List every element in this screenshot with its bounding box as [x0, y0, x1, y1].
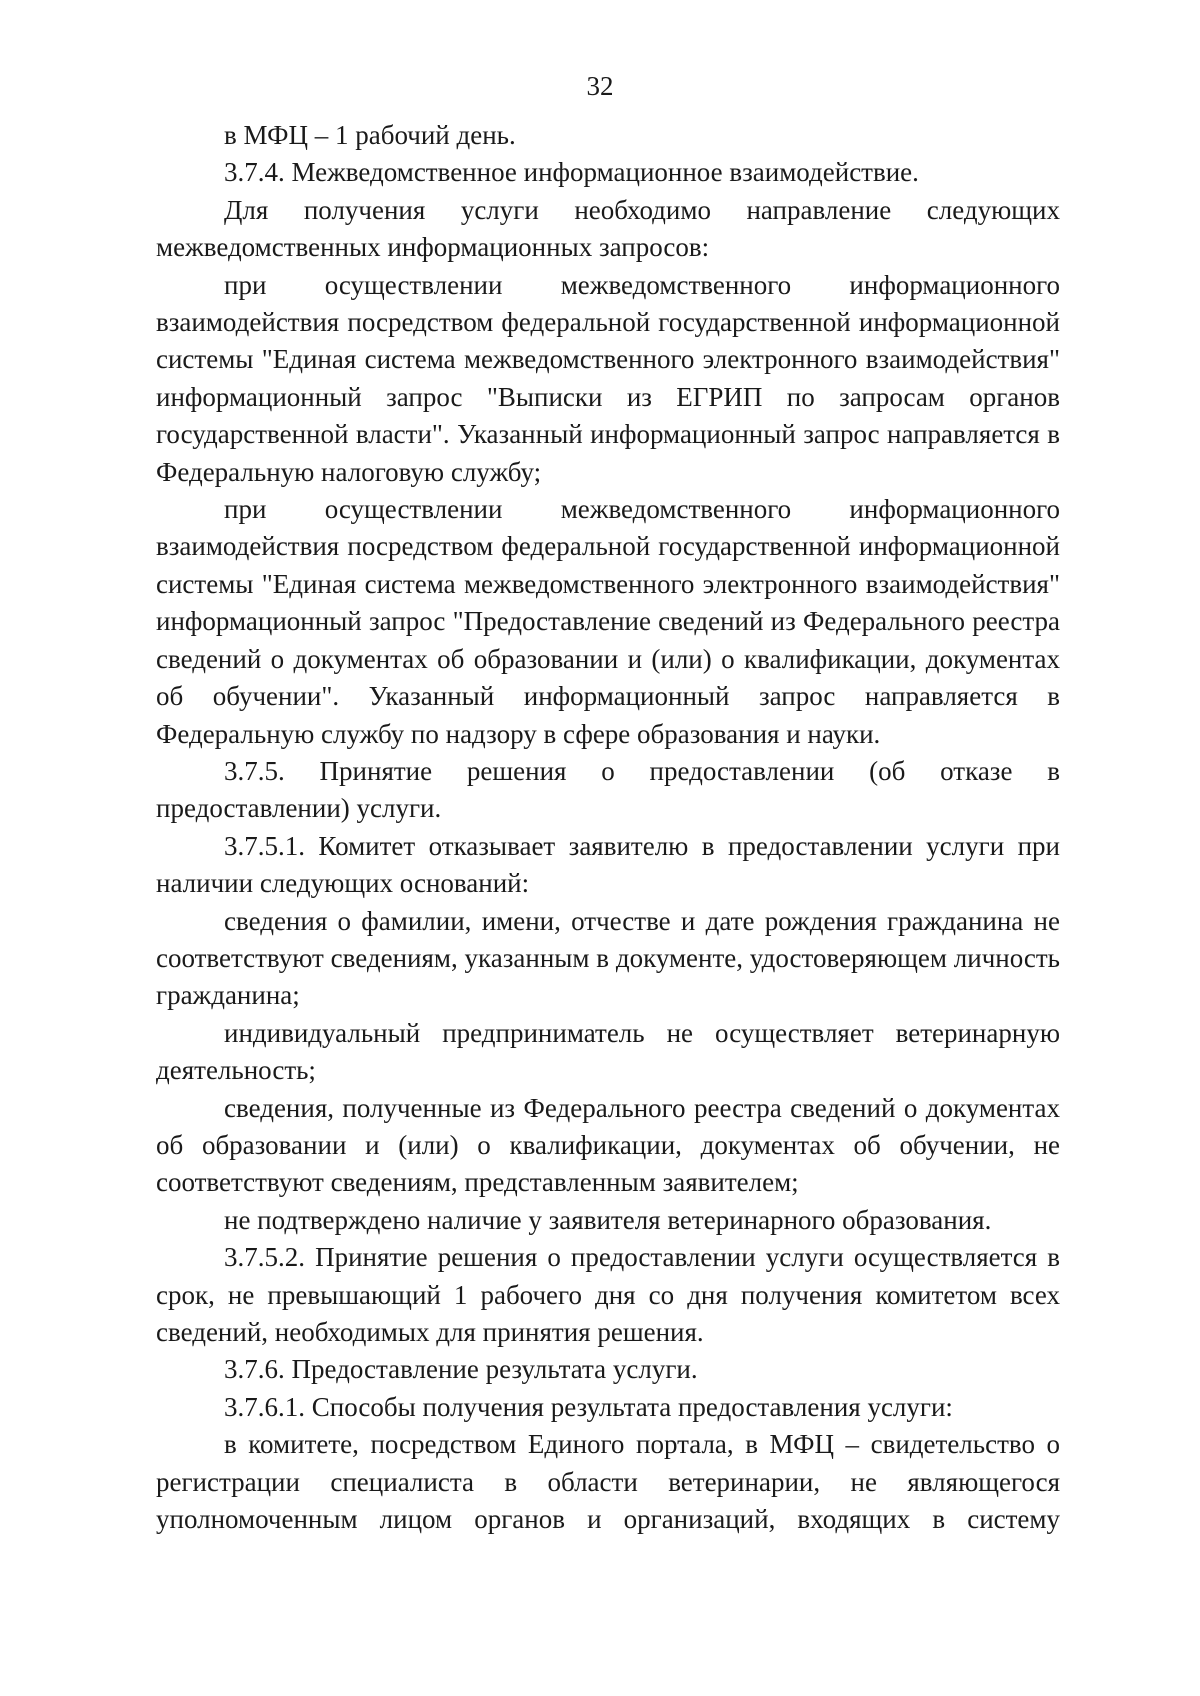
- paragraph-3-7-5-1-refusal: 3.7.5.1. Комитет отказывает заявителю в предоставлении услуги при наличии следующих оснований:: [156, 830, 1060, 899]
- paragraph-request-egrip: при осуществлении межведомственного информационного взаимодействия посредством федеральной государственной информационной системы "Единая система межведомственного электронного взаимодействия" информационный запрос "Выписки из ЕГРИП по запросам органов государственной власти". Указанный информационный запрос направляется в Федеральную налоговую службу;: [156, 269, 1060, 487]
- paragraph-request-education-registry: при осуществлении межведомственного информационного взаимодействия посредством федеральной государственной информационной системы "Единая система межведомственного электронного взаимодействия" информационный запрос "Предоставление сведений из Федерального реестра сведений о документах об образовании и (или) о квалификации, документах об обучении". Указанный информационный запрос направляется в Федеральную службу по надзору в сфере образования и науки.: [156, 494, 1060, 749]
- paragraph-3-7-6-1-methods: 3.7.6.1. Способы получения результата предоставления услуги:: [224, 1391, 953, 1422]
- page-number: 32: [586, 71, 614, 101]
- paragraph-refusal-ground-activity: индивидуальный предприниматель не осуществляет ветеринарную деятельность;: [156, 1017, 1060, 1086]
- document-body: [156, 117, 1060, 1538]
- paragraph-mfc-deadline: в МФЦ – 1 рабочий день.: [224, 120, 516, 150]
- paragraph-result-methods: в комитете, посредством Единого портала, в МФЦ – свидетельство о регистрации специалиста в области ветеринарии, не являющегося уполномоченным лицом органов и организаций, входящих в систему: [156, 1429, 1060, 1535]
- paragraph-3-7-5-heading: 3.7.5. Принятие решения о предоставлении (об отказе в предоставлении) услуги.: [156, 755, 1060, 824]
- paragraph-refusal-ground-name: сведения о фамилии, имени, отчестве и дате рождения гражданина не соответствуют сведениям, указанным в документе, удостоверяющем личность гражданина;: [156, 905, 1060, 1011]
- paragraph-refusal-ground-registry: сведения, полученные из Федерального реестра сведений о документах об образовании и (или) о квалификации, документах об обучении, не соответствуют сведениям, представленным заявителем;: [156, 1092, 1060, 1198]
- paragraph-3-7-4-heading: 3.7.4. Межведомственное информационное взаимодействие.: [224, 157, 919, 188]
- paragraph-3-7-6-heading: 3.7.6. Предоставление результата услуги.: [224, 1354, 698, 1385]
- paragraph-requests-intro: Для получения услуги необходимо направление следующих межведомственных информационных запросов:: [156, 194, 1060, 263]
- paragraph-refusal-ground-education: не подтверждено наличие у заявителя ветеринарного образования.: [224, 1204, 992, 1235]
- paragraph-3-7-5-2-decision: 3.7.5.2. Принятие решения о предоставлении услуги осуществляется в срок, не превышающий 1 рабочего дня со дня получения комитетом всех сведений, необходимых для принятия решения.: [156, 1242, 1060, 1347]
